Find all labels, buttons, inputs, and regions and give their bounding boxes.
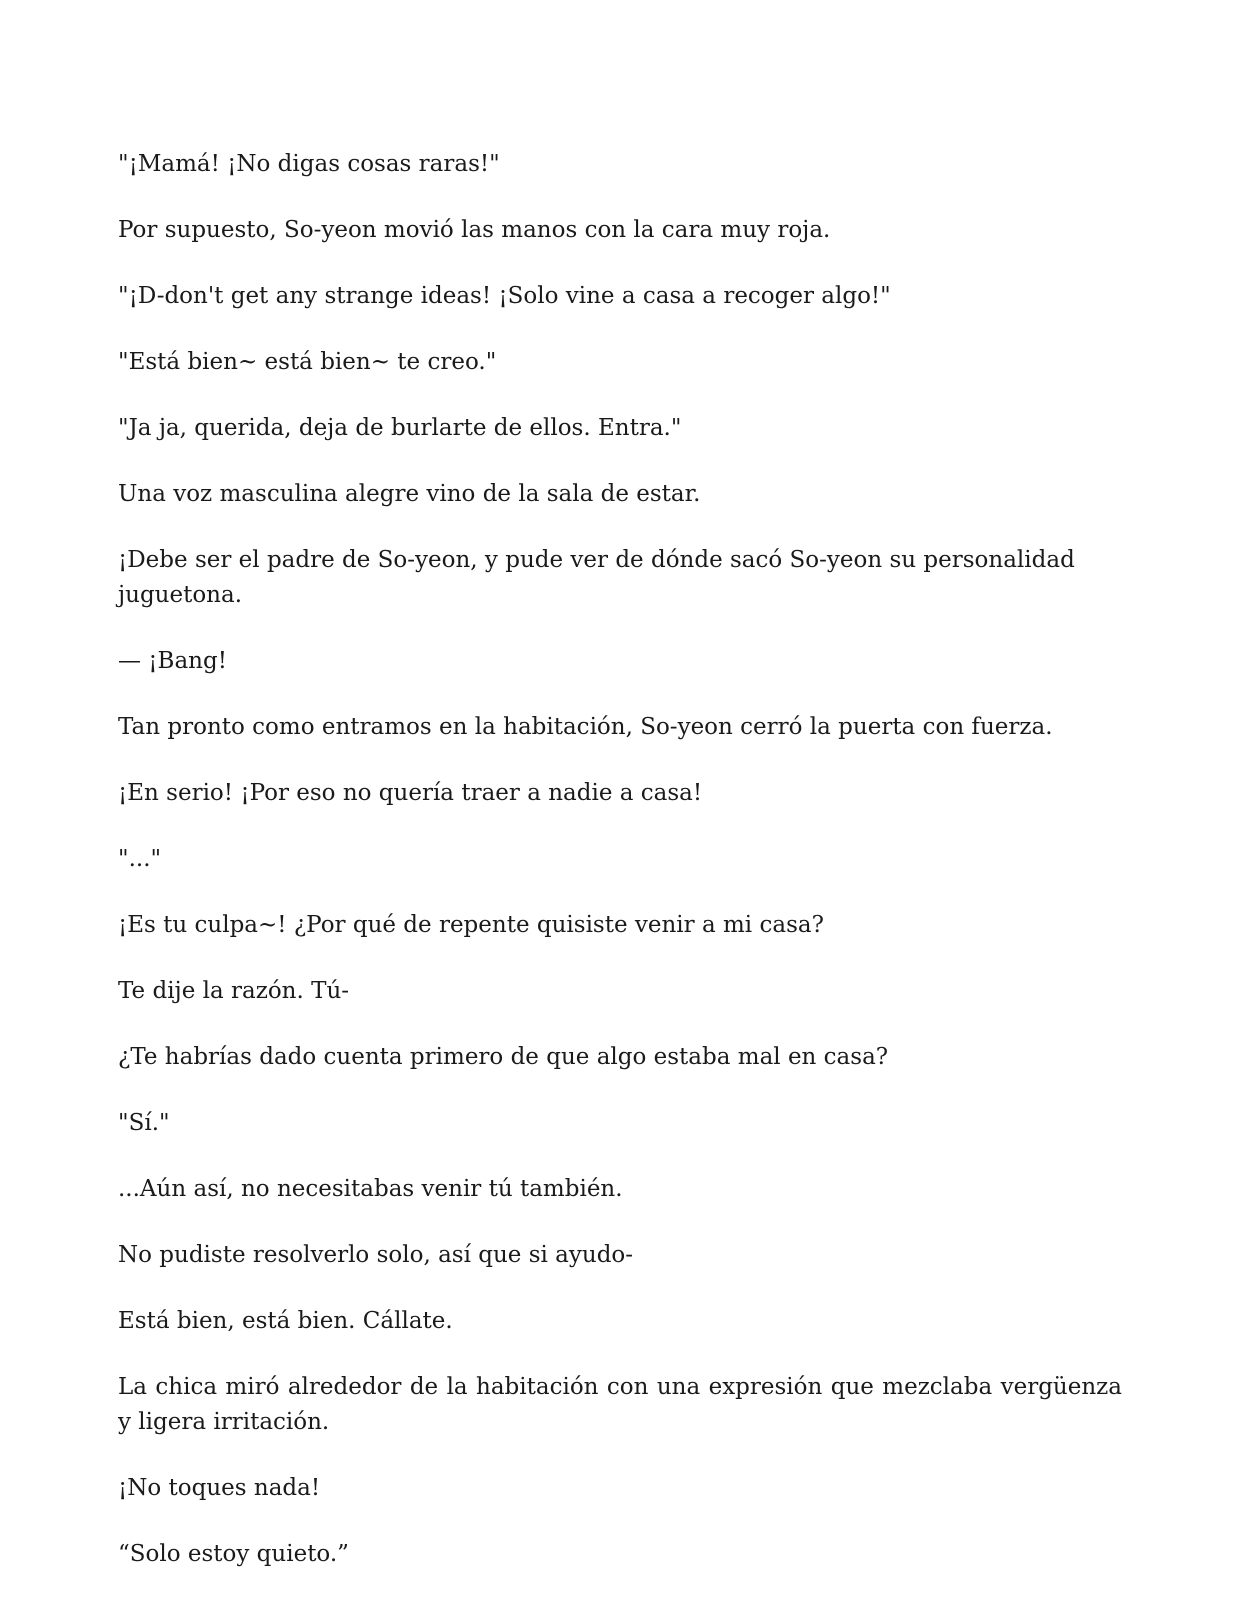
paragraph: Tan pronto como entramos en la habitación, So-yeon cerró la puerta con fuerza. [118, 714, 1053, 740]
paragraph: ¡Debe ser el padre de So-yeon, y pude ver de dónde sacó So-yeon su personalidad juguetona. [118, 547, 1075, 608]
document-body [118, 147, 1122, 1603]
paragraph: ¡En serio! ¡Por eso no quería traer a nadie a casa! [118, 780, 703, 806]
paragraph: “Solo estoy quieto.” [118, 1541, 349, 1567]
paragraph: "Está bien~ está bien~ te creo." [118, 349, 497, 375]
paragraph: Te dije la razón. Tú- [118, 978, 350, 1004]
paragraph: ¿Te habrías dado cuenta primero de que algo estaba mal en casa? [118, 1044, 889, 1070]
paragraph: ¡Es tu culpa~! ¿Por qué de repente quisiste venir a mi casa? [118, 912, 824, 938]
paragraph: Está bien, está bien. Cállate. [118, 1308, 453, 1334]
paragraph: "Ja ja, querida, deja de burlarte de ellos. Entra." [118, 415, 682, 441]
paragraph: "..." [118, 846, 162, 872]
paragraph: "Sí." [118, 1110, 170, 1136]
paragraph: No pudiste resolverlo solo, así que si ayudo- [118, 1242, 634, 1268]
paragraph: Por supuesto, So-yeon movió las manos con la cara muy roja. [118, 217, 831, 243]
paragraph: "¡D-don't get any strange ideas! ¡Solo vine a casa a recoger algo!" [118, 283, 891, 309]
paragraph: — ¡Bang! [118, 648, 227, 674]
paragraph: ¡No toques nada! [118, 1475, 321, 1501]
paragraph: La chica miró alrededor de la habitación con una expresión que mezclaba vergüenza y ligera irritación. [118, 1374, 1122, 1435]
paragraph: ...Aún así, no necesitabas venir tú también. [118, 1176, 623, 1202]
paragraph: "¡Mamá! ¡No digas cosas raras!" [118, 151, 500, 177]
paragraph: Una voz masculina alegre vino de la sala de estar. [118, 481, 701, 507]
